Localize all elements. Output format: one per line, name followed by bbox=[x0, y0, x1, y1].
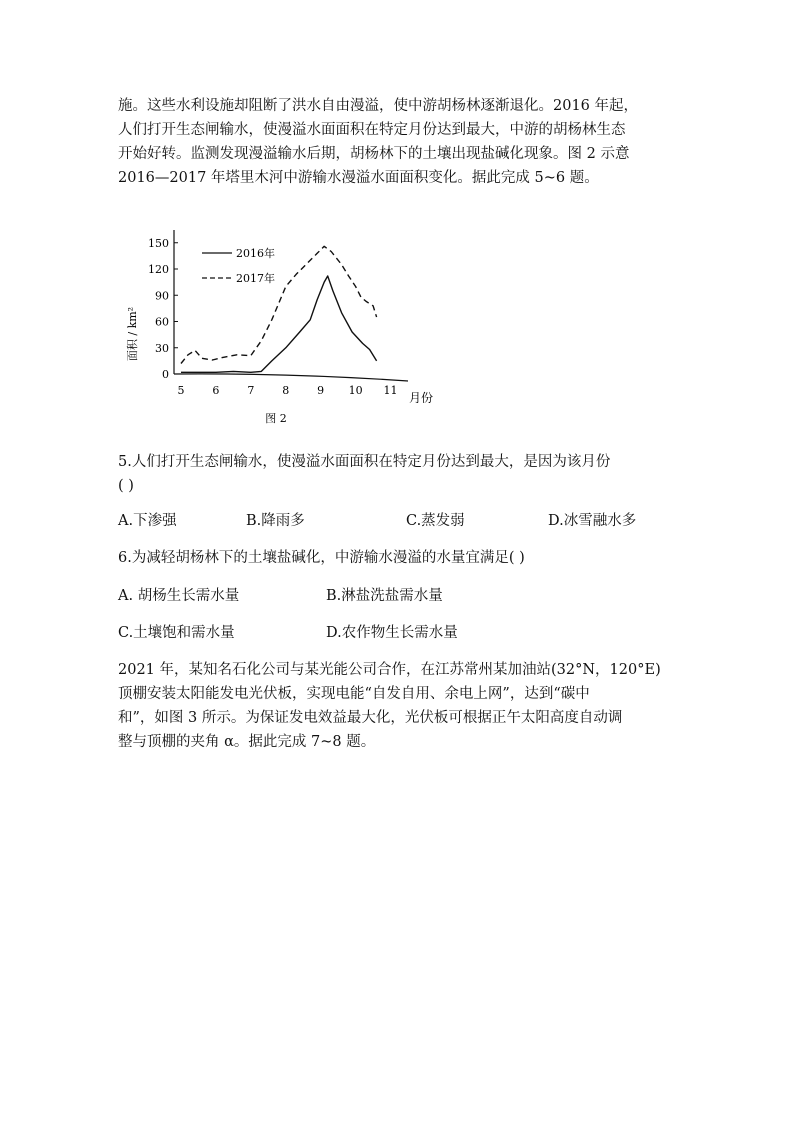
passage-2-line: 顶棚安装太阳能发电光伏板，实现电能“自发自用、余电上网”，达到“碳中 bbox=[118, 686, 590, 702]
question-5-stem: 5.人们打开生态闸输水，使漫溢水面面积在特定月份达到最大，是因为该月份 bbox=[118, 454, 611, 470]
intro-line: 人们打开生态闸输水，使漫溢水面面积在特定月份达到最大，中游的胡杨林生态 bbox=[118, 122, 626, 138]
passage-2-line: 整与顶棚的夹角 α。据此完成 7~8 题。 bbox=[118, 734, 376, 750]
q5-option-c: C.蒸发弱 bbox=[406, 513, 465, 529]
series-line-2017年 bbox=[181, 246, 377, 363]
q6-option-c: C.土壤饱和需水量 bbox=[118, 625, 235, 641]
y-tick-label: 90 bbox=[155, 289, 169, 303]
q5-option-b: B.降雨多 bbox=[246, 513, 305, 529]
x-axis-label: 月份 bbox=[409, 391, 434, 405]
y-tick-label: 0 bbox=[162, 368, 169, 381]
q5-option-a: A.下渗强 bbox=[118, 513, 177, 529]
series-line-2016年 bbox=[181, 276, 377, 372]
legend-label-2016: 2016年 bbox=[236, 247, 275, 260]
figure-2-chart bbox=[118, 222, 448, 432]
y-axis-label: 面积 / km² bbox=[126, 306, 139, 362]
question-6-stem: 6.为减轻胡杨林下的土壤盐碱化，中游输水漫溢的水量宜满足( ) bbox=[118, 550, 525, 566]
question-5-paren: ( ) bbox=[118, 478, 134, 494]
x-axis-line bbox=[174, 374, 408, 381]
passage-2-line: 和”，如图 3 所示。为保证发电效益最大化，光伏板可根据正午太阳高度自动调 bbox=[118, 710, 623, 726]
q6-option-b: B.淋盐洗盐需水量 bbox=[326, 588, 443, 604]
x-tick-label: 5 bbox=[177, 384, 185, 397]
chart-series bbox=[181, 246, 377, 372]
x-tick-label: 10 bbox=[348, 384, 363, 397]
intro-line: 2016—2017 年塔里木河中游输水漫溢水面面积变化。据此完成 5~6 题。 bbox=[118, 170, 599, 186]
passage-2-line: 2021 年，某知名石化公司与某光能公司合作，在江苏常州某加油站(32°N，120°E) bbox=[118, 662, 661, 678]
q6-option-a: A. 胡杨生长需水量 bbox=[118, 588, 240, 604]
chart-legend bbox=[202, 246, 275, 285]
x-tick-label: 9 bbox=[317, 384, 325, 397]
y-tick-label: 30 bbox=[155, 341, 169, 355]
intro-line: 施。这些水利设施却阻断了洪水自由漫溢，使中游胡杨林逐渐退化。2016 年起， bbox=[118, 98, 639, 114]
intro-line: 开始好转。监测发现漫溢输水后期，胡杨林下的土壤出现盐碱化现象。图 2 示意 bbox=[118, 146, 630, 162]
x-tick-label: 8 bbox=[282, 384, 290, 397]
x-tick-label: 6 bbox=[212, 384, 220, 397]
q6-option-d: D.农作物生长需水量 bbox=[326, 625, 458, 641]
y-tick-label: 120 bbox=[148, 263, 169, 276]
q5-option-d: D.冰雪融水多 bbox=[548, 513, 637, 529]
x-tick-label: 11 bbox=[383, 384, 398, 397]
x-tick-label: 7 bbox=[247, 384, 255, 397]
y-tick-label: 60 bbox=[155, 315, 169, 329]
figure-caption: 图 2 bbox=[265, 412, 287, 425]
y-tick-label: 150 bbox=[148, 236, 169, 250]
legend-label-2017: 2017年 bbox=[236, 272, 275, 285]
